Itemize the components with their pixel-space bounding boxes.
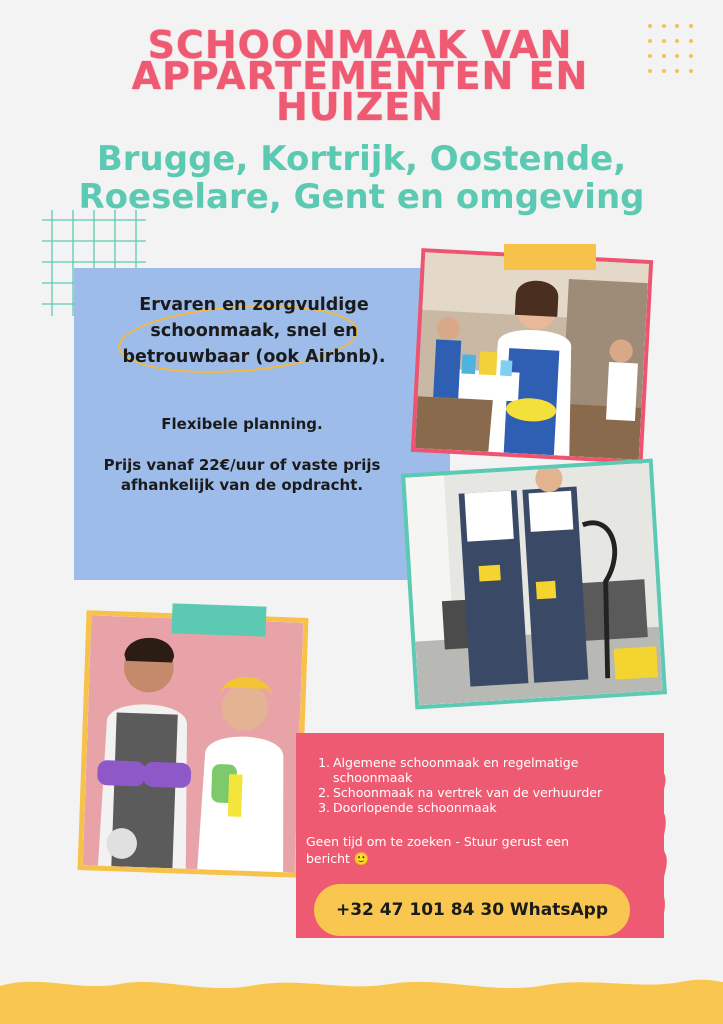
photo-cleaners-with-vacuum — [401, 459, 667, 710]
list-item-number: 1. — [318, 755, 330, 770]
photo-couple-with-gloves — [78, 610, 309, 878]
photo-cleaner-with-supplies — [411, 248, 653, 464]
title-line: HUIZEN — [275, 85, 445, 129]
price-line: Prijs vanaf 22€/uur of vaste prijs — [103, 456, 381, 474]
list-item-line: schoonmaak — [333, 770, 413, 785]
list-item-line: Algemene schoonmaak en regelmatige — [333, 755, 579, 770]
cta-line: bericht 🙂 — [306, 851, 370, 866]
list-item — [312, 800, 652, 815]
page-subtitle — [40, 140, 683, 216]
list-item — [312, 785, 652, 800]
cta-text — [306, 833, 636, 867]
title-line: APPARTEMENTEN EN — [131, 54, 589, 98]
intro-line: Ervaren en zorgvuldige — [139, 295, 369, 315]
list-item-number: 2. — [318, 785, 330, 800]
subtitle-line: Roeselare, Gent en omgeving — [78, 177, 645, 217]
photo-tape — [504, 244, 596, 270]
list-item-text: Doorlopende schoonmaak — [333, 800, 497, 815]
list-item-text — [333, 755, 578, 785]
intro-line: betrouwbaar (ook Airbnb). — [122, 347, 386, 367]
list-item — [312, 755, 652, 785]
intro-text — [84, 292, 424, 370]
photo-tape — [172, 603, 267, 636]
bottom-wave-decoration — [0, 968, 723, 1024]
whatsapp-phone-button[interactable]: +32 47 101 84 30 WhatsApp — [314, 884, 630, 936]
price-text — [84, 455, 400, 495]
price-line: afhankelijk van de opdracht. — [120, 476, 364, 494]
subtitle-line: Brugge, Kortrijk, Oostende, — [96, 139, 627, 179]
intro-line: schoonmaak, snel en — [150, 321, 358, 341]
list-item-text: Schoonmaak na vertrek van de verhuurder — [333, 785, 603, 800]
title-line: SCHOONMAAK VAN — [147, 23, 573, 67]
intro-panel-wave — [74, 555, 450, 585]
page-title — [60, 23, 660, 129]
list-item-number: 3. — [318, 800, 330, 815]
planning-text: Flexibele planning. — [161, 415, 323, 433]
cta-line: Geen tijd om te zoeken - Stuur gerust een — [306, 834, 570, 849]
services-list — [312, 755, 652, 815]
